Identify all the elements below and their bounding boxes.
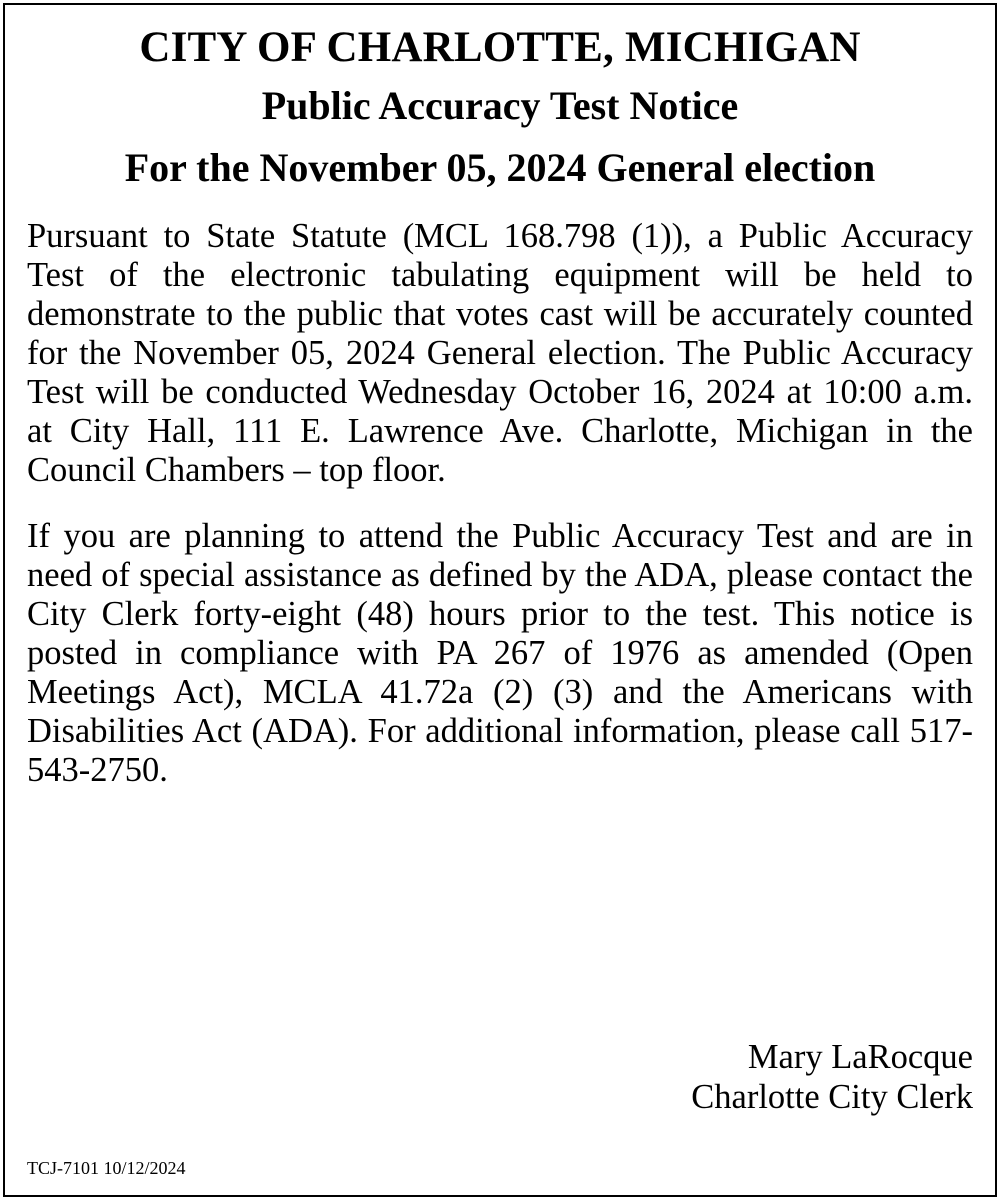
notice-body [27, 217, 973, 790]
notice-title-election: For the November 05, 2024 General election [124, 145, 876, 190]
notice-paragraph-assistance: If you are planning to attend the Public Accuracy Test and are in need of special assistance as defined by the ADA, please contact the City Clerk forty-eight (48) hours prior to the test. This notice is posted in compliance with PA 267 of 1976 as amended (Open Meetings Act), MCLA 41.72a (2) (3) and the Americans with Disabilities Act (ADA). For additional information, please call 517-543-2750. [27, 517, 973, 789]
public-notice [3, 3, 997, 1197]
publication-code: TCJ-7101 10/12/2024 [27, 1158, 186, 1178]
signature-title: Charlotte City Clerk [691, 1078, 973, 1116]
notice-title-city: CITY OF CHARLOTTE, MICHIGAN [139, 24, 861, 71]
notice-paragraph-test-details: Pursuant to State Statute (MCL 168.798 (1)), a Public Accuracy Test of the electronic tabulating equipment will be held to demonstrate to the public that votes cast will be accurately counted for the November 05, 2024 General election. The Public Accuracy Test will be conducted Wednesday October 16, 2024 at 10:00 a.m. at City Hall, 111 E. Lawrence Ave. Charlotte, Michigan in the Council Chambers – top floor. [27, 217, 973, 489]
signature-block [691, 1037, 973, 1117]
notice-header [5, 20, 995, 200]
signature-name: Mary LaRocque [747, 1038, 973, 1076]
notice-title-type: Public Accuracy Test Notice [261, 83, 739, 128]
